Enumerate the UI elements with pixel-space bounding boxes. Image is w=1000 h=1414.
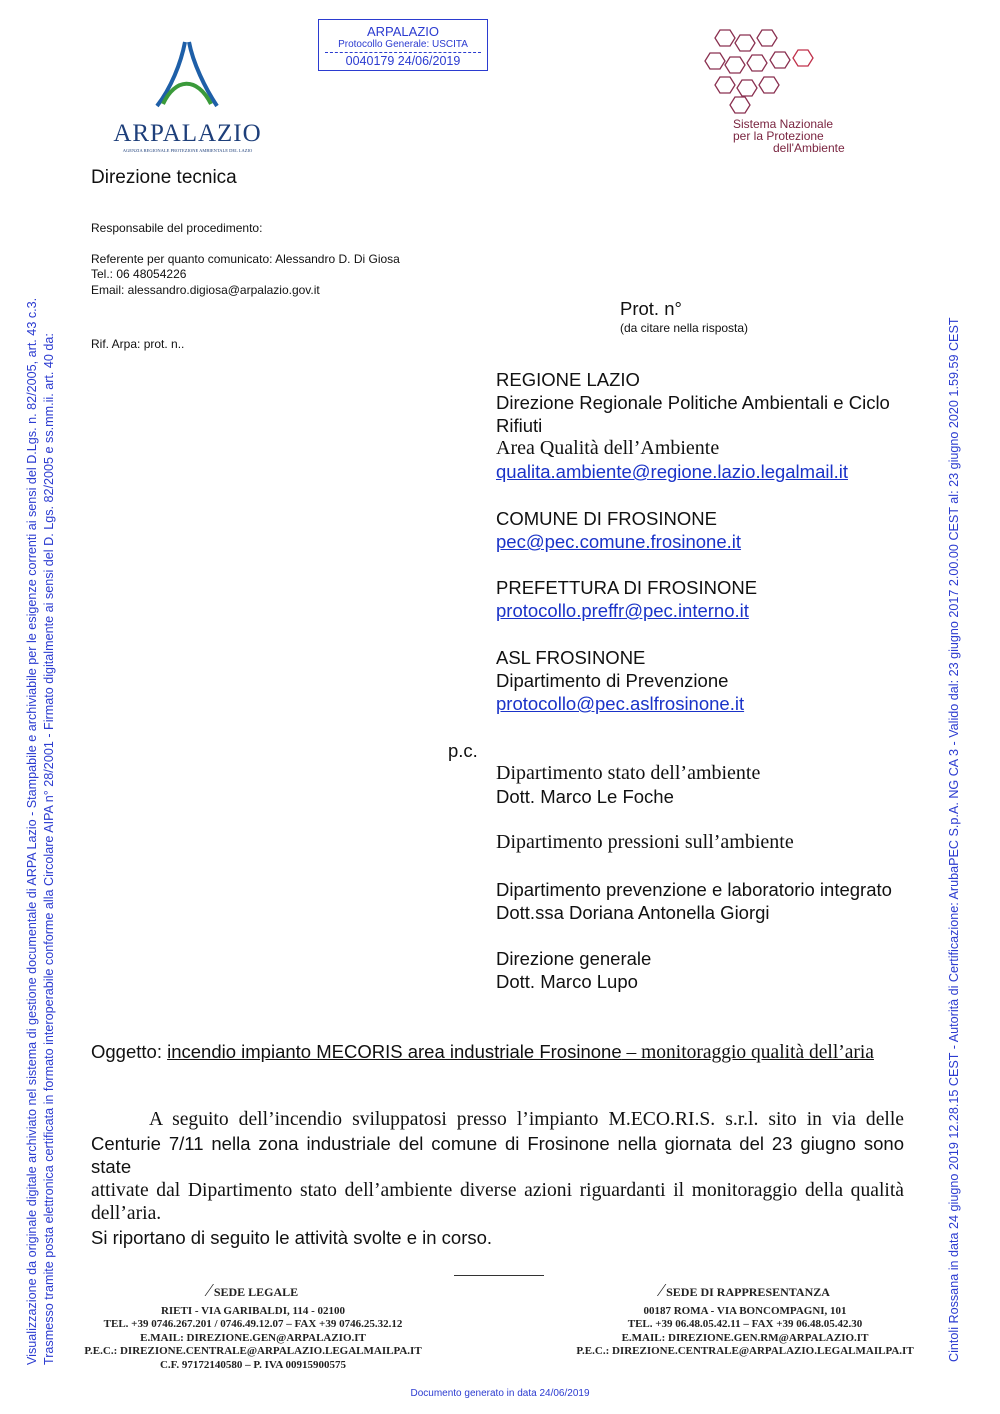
arpalazio-logo [105, 38, 270, 153]
recipient-email-link[interactable]: pec@pec.comune.frosinone.it [496, 531, 742, 552]
body-line-2: Centurie 7/11 nella zona industriale del comune di Frosinone nella giornata del 23 giugno sono state [91, 1132, 904, 1177]
stamp-number: 0040179 24/06/2019 [345, 54, 461, 68]
body-line-3: attivate dal Dipartimento stato dell’ambiente diverse azioni riguardanti il monitoraggio della qualità [91, 1179, 904, 1201]
department-title: Direzione tecnica [91, 167, 237, 188]
side-right-text: Cintoli Rossana in data 24 giugno 2019 12.28.15 CEST - Autorità di Certificazione: ArubaPEC S.p.A. NG CA 3 - Valido dal: 23 giugno 2017 2.00.00 CEST al: 23 giugno 2020 1.59.59 CEST [947, 317, 961, 1362]
body-line-4: dell’aria. [91, 1203, 162, 1224]
subject-line [91, 1041, 874, 1064]
recipient-dept2: Rifiuti [496, 415, 543, 436]
snpa-logo [695, 25, 905, 155]
cc-direzione-generale [496, 947, 651, 993]
snpa-line2: per la Protezione [733, 129, 824, 143]
stamp-org: ARPALAZIO [366, 24, 439, 39]
footer-line: E.MAIL: DIREZIONE.GEN.RM@ARPALAZIO.IT [621, 1331, 869, 1344]
arpalazio-mark-icon [105, 38, 270, 113]
cc-person: Dott. Marco Lupo [496, 971, 638, 992]
recipient-regione [496, 368, 916, 483]
recipient-prefettura [496, 576, 757, 622]
body-line-5: Si riportano di seguito le attività svolte e in corso. [91, 1226, 493, 1248]
recipient-dept: Direzione Regionale Politiche Ambientali e Ciclo [496, 392, 890, 413]
recipient-asl [496, 646, 744, 715]
referente-line: Referente per quanto comunicato: Alessandro D. Di Giosa [91, 252, 400, 266]
prot-note: (da citare nella risposta) [620, 321, 749, 335]
side-left-line-2: Trasmesso tramite posta elettronica certificata in formato interoperabile conforme alla Circolare AIPA n° 28/2001 - Firmato digitalmente ai sensi del D. Lgs. 82/2005 e ss.mm.ii. art. 40 da: [42, 333, 56, 1365]
hexagon-network-icon [700, 25, 830, 115]
tel-line: Tel.: 06 48054226 [91, 267, 187, 281]
cc-name: Direzione generale [496, 948, 652, 969]
recipient-name: ASL FROSINONE [496, 647, 646, 668]
pc-label: p.c. [448, 740, 478, 761]
recipient-area: Area Qualità dell’Ambiente [496, 437, 720, 459]
footer-line: E.MAIL: DIREZIONE.GEN@ARPALAZIO.IT [140, 1331, 366, 1344]
recipient-name: COMUNE DI FROSINONE [496, 508, 717, 529]
recipient-dept: Dipartimento di Prevenzione [496, 670, 729, 691]
recipient-email-link[interactable]: protocollo@pec.aslfrosinone.it [496, 693, 745, 714]
body-line-1: A seguito dell’incendio sviluppatosi presso l’impianto M.ECO.RI.S. s.r.l. sito in via delle [149, 1109, 904, 1130]
recipient-name: PREFETTURA DI FROSINONE [496, 577, 758, 598]
prot-label: Prot. n° [620, 298, 682, 319]
footer-sede-legale [63, 1280, 443, 1372]
cc-person: Dott. Marco Le Foche [496, 786, 674, 807]
cc-stato-ambiente [496, 762, 760, 808]
footer-title: ⁄ SEDE LEGALE [207, 1280, 299, 1300]
side-left-line-1: Visualizzazione da originale digitale archiviato nel sistema di gestione documentale di ARPA Lazio - Stampabile e archiviabile per le esigenze correnti ai sensi del D.Lgs. n. 82/2005, art. 43 c.3. [25, 297, 39, 1365]
subject-label: Oggetto: [91, 1041, 168, 1062]
subject-text-a: incendio impianto MECORIS area industriale Frosinone [167, 1041, 622, 1062]
footer-line: C.F. 97172140580 – P. IVA 00915900575 [159, 1358, 346, 1371]
cc-name: Dipartimento stato dell’ambiente [496, 762, 761, 784]
side-left-text [24, 30, 58, 1365]
stamp-label: Protocollo Generale: USCITA [338, 39, 468, 50]
cc-name: Dipartimento prevenzione e laboratorio integrato [496, 879, 892, 900]
responsabile-line: Responsabile del procedimento: [91, 221, 263, 235]
footer-title: ⁄ SEDE DI RAPPRESENTANZA [660, 1280, 830, 1300]
recipient-comune [496, 507, 741, 553]
logo-subtitle: AGENZIA REGIONALE PROTEZIONE AMBIENTALE DEL LAZIO [122, 148, 253, 153]
protocol-stamp [318, 19, 488, 71]
logo-name: ARPALAZIO [113, 120, 262, 147]
footer-line: RIETI - VIA GARIBALDI, 114 - 02100 [160, 1304, 346, 1317]
footer-line: P.E.C.: DIREZIONE.CENTRALE@ARPALAZIO.LEGALMAILPA.IT [84, 1345, 422, 1357]
recipient-email-link[interactable]: protocollo.preffr@pec.interno.it [496, 600, 749, 621]
footer-sede-rappresentanza [555, 1280, 935, 1359]
recipient-email-link[interactable]: qualita.ambiente@regione.lazio.legalmail.it [496, 461, 848, 482]
generated-note: Documento generato in data 24/06/2019 [410, 1388, 590, 1399]
cc-person: Dott.ssa Doriana Antonella Giorgi [496, 902, 770, 923]
snpa-line1: Sistema Nazionale [733, 117, 834, 131]
recipient-name: REGIONE LAZIO [496, 369, 640, 390]
footer-line: TEL. +39 06.48.05.42.11 – FAX +39 06.48.05.42.30 [627, 1318, 863, 1330]
rif-line: Rif. Arpa: prot. n.. [91, 337, 185, 351]
footer-line: P.E.C.: DIREZIONE.CENTRALE@ARPALAZIO.LEGALMAILPA.IT [576, 1345, 914, 1357]
cc-name: Dipartimento pressioni sull’ambiente [496, 831, 794, 853]
footer-line: 00187 ROMA - VIA BONCOMPAGNI, 101 [643, 1304, 847, 1317]
subject-text-b: – monitoraggio qualità dell’aria [621, 1042, 874, 1063]
snpa-line3: dell'Ambiente [773, 141, 845, 155]
footer-line: TEL. +39 0746.267.201 / 0746.49.12.07 – FAX +39 0746.25.32.12 [103, 1318, 403, 1330]
cc-prevenzione [496, 878, 892, 924]
body-text [91, 1108, 904, 1249]
email-line: Email: alessandro.digiosa@arpalazio.gov.it [91, 283, 320, 297]
cc-pressioni [496, 831, 794, 854]
footer-separator [454, 1275, 544, 1276]
